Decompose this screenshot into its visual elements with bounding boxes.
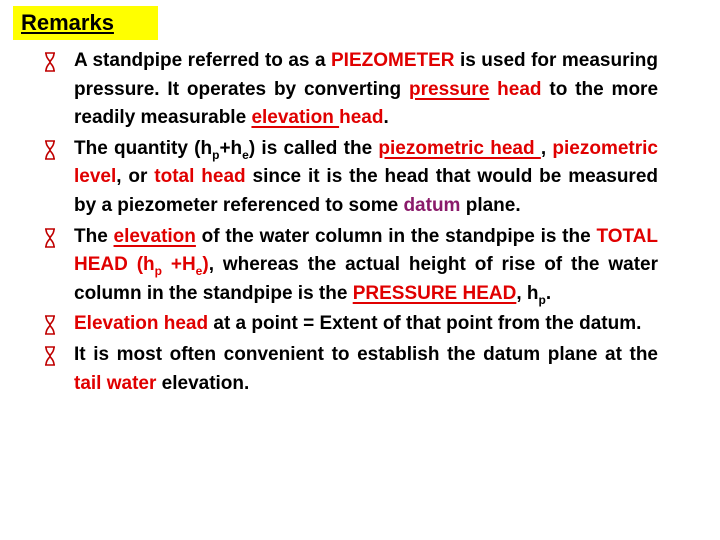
total-head-term: total head — [154, 166, 246, 188]
list-item — [44, 341, 658, 398]
subscript: p — [212, 147, 220, 162]
list-item — [44, 310, 658, 339]
elevation-head-term: Elevation head — [74, 313, 209, 335]
text: The quantity (h — [74, 137, 213, 159]
head-term: head — [497, 78, 542, 100]
text: , h — [516, 282, 539, 304]
text: . — [545, 282, 552, 304]
text: , — [540, 137, 553, 159]
hourglass-icon — [42, 52, 58, 72]
subscript: p — [538, 292, 546, 307]
text: at a point = Extent of that point from the datum. — [208, 313, 642, 335]
text: to the more readily measurable — [74, 78, 659, 129]
piezometer-term: PIEZOMETER — [331, 50, 455, 71]
text: , or — [116, 166, 155, 188]
subscript: e — [242, 147, 249, 162]
tail-water-term: tail water — [74, 372, 157, 394]
total-head-term: TOTAL HEAD (h — [74, 225, 659, 276]
subscript: e — [195, 263, 203, 278]
hourglass-icon — [42, 346, 58, 366]
list-item — [44, 135, 658, 221]
elevation-term: elevation — [113, 225, 196, 247]
head-term: head — [339, 107, 384, 129]
text: ) is called the — [248, 137, 379, 159]
text: is used for measuring pressure. It operates by converting — [74, 50, 658, 100]
page-title — [13, 6, 158, 40]
list-item — [44, 47, 658, 133]
hourglass-icon — [42, 140, 58, 160]
subscript: p — [154, 263, 162, 278]
hourglass-icon — [42, 315, 58, 335]
piezometric-level-term: piezometric level — [74, 137, 658, 188]
page-title-text: Remarks — [21, 10, 114, 35]
text: +h — [219, 137, 243, 159]
pressure-head-term: PRESSURE HEAD — [352, 282, 517, 304]
total-head-term: ) — [202, 254, 209, 276]
text: plane. — [460, 194, 521, 216]
text: of the water column in the standpipe is the — [195, 225, 597, 247]
elevation-term: elevation — [251, 107, 340, 129]
text: elevation. — [156, 372, 250, 394]
total-head-term: +H — [161, 254, 196, 276]
pressure-term: pressure — [409, 78, 490, 100]
text: A standpipe referred to as a — [74, 50, 331, 71]
remarks-list — [44, 47, 658, 400]
datum-term: datum — [403, 194, 461, 216]
text — [489, 79, 497, 100]
text: , whereas the actual height of rise of the water column in the standpipe is the — [74, 254, 658, 304]
text: since it is the head that would be measured by a piezometer referenced to some — [74, 166, 658, 216]
text: It is most often convenient to establish the datum plane at the — [74, 343, 658, 365]
list-item — [44, 223, 658, 309]
text: The — [74, 225, 114, 247]
text: . — [383, 107, 389, 129]
piezometric-head-term: piezometric head — [378, 137, 541, 159]
hourglass-icon — [42, 228, 58, 248]
